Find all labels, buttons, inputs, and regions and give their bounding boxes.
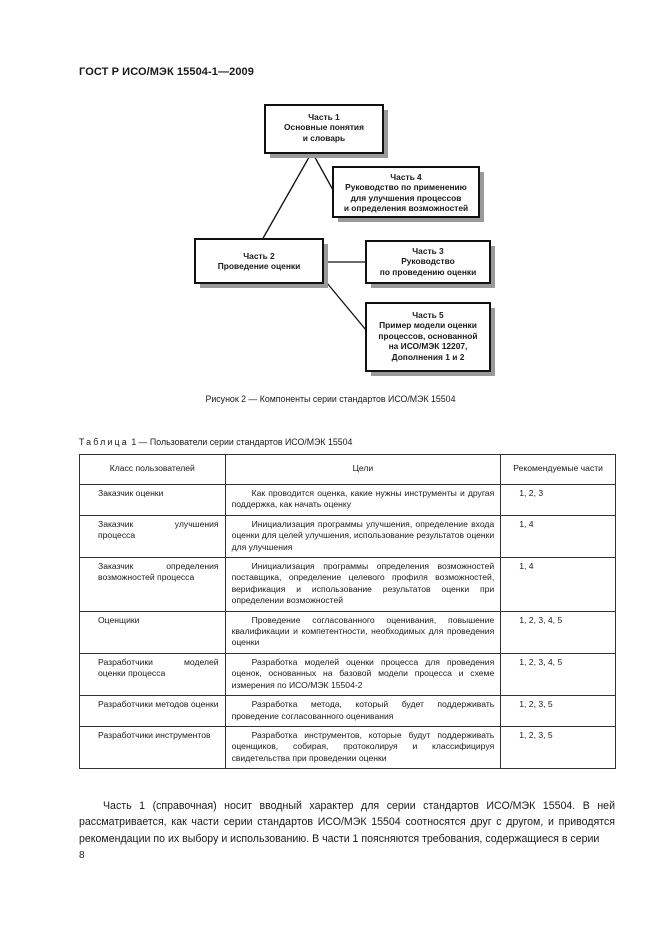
- cell-user: Разработчики моделей оценки процесса: [80, 653, 226, 695]
- table-row: [80, 515, 616, 557]
- header-goals: Цели: [225, 455, 501, 485]
- cell-goal: Разработка метода, который будет поддерживать проведение согласованного оценивания: [225, 696, 501, 727]
- cell-goal: Проведение согласованного оценивания, повышение квалификации и компетентности, необходимых для проведения оценки: [225, 611, 501, 653]
- figure-diagram: [0, 0, 661, 392]
- cell-goal: Инициализация программы улучшения, определение входа оценки для целей улучшения, использование результатов оценки для улучшения: [225, 515, 501, 557]
- cell-parts: 1, 2, 3, 5: [501, 696, 616, 727]
- table-row: [80, 611, 616, 653]
- cell-user: Заказчик оценки: [80, 485, 226, 516]
- cell-goal: Разработка инструментов, которые будут поддерживать оценщиков, собирая, протоколируя и классифицируя свидетельства при проведении оценки: [225, 726, 501, 768]
- connector-part1-part2: [262, 152, 312, 240]
- table-row: [80, 558, 616, 612]
- table-caption-rest: 1 — Пользователи серии стандартов ИСО/МЭК 15504: [128, 437, 353, 447]
- header-recommended-parts: Рекомендуемые части: [501, 455, 616, 485]
- cell-parts: 1, 2, 3, 4, 5: [501, 653, 616, 695]
- box-part4-text: Часть 4 Руководство по применению для улучшения процессов и определения возможностей: [343, 172, 469, 214]
- cell-user: Заказчик определения возможностей процесса: [80, 558, 226, 612]
- users-table: [79, 454, 616, 769]
- cell-user: Заказчик улучшения процесса: [80, 515, 226, 557]
- box-part5-text: Часть 5 Пример модели оценки процессов, основанной на ИСО/МЭК 12207, Дополнения 1 и 2: [378, 310, 478, 362]
- connector-part2-part5: [322, 277, 366, 330]
- table-row: [80, 653, 616, 695]
- table-row: [80, 485, 616, 516]
- cell-parts: 1, 4: [501, 515, 616, 557]
- cell-user: Разработчики методов оценки: [80, 696, 226, 727]
- cell-parts: 1, 2, 3, 5: [501, 726, 616, 768]
- box-part3-text: Часть 3 Руководство по проведению оценки: [379, 246, 477, 277]
- header-user-class: Класс пользователей: [80, 455, 226, 485]
- document-header-title: ГОСТ Р ИСО/МЭК 15504-1—2009: [79, 66, 254, 78]
- cell-goal: Инициализация программы определения возможностей поставщика, определение целевого профиля возможностей, верификация и использование результатов оценки при определении возможностей: [225, 558, 501, 612]
- table-row: [80, 726, 616, 768]
- cell-parts: 1, 2, 3: [501, 485, 616, 516]
- cell-user: Разработчики инструментов: [80, 726, 226, 768]
- table-header-row: [80, 455, 616, 485]
- box-part2-text: Часть 2 Проведение оценки: [217, 251, 301, 272]
- cell-goal: Как проводится оценка, какие нужны инструменты и другая поддержка, как начать оценку: [225, 485, 501, 516]
- table-caption: [79, 437, 352, 447]
- figure-caption: Рисунок 2 — Компоненты серии стандартов ИСО/МЭК 15504: [205, 394, 456, 404]
- cell-user: Оценщики: [80, 611, 226, 653]
- body-paragraph: Часть 1 (справочная) носит вводный характер для серии стандартов ИСО/МЭК 15504. В ней рассматривается, как части серии стандартов ИСО/МЭК 15504 соотносятся друг с другом, и приводятся рекомендации по их выбору и использованию. В части 1 поясняются требования, содержащиеся в серии: [79, 800, 615, 845]
- cell-goal: Разработка моделей оценки процесса для проведения оценок, основанных на базовой модели процесса и схеме измерения по ИСО/МЭК 15504-2: [225, 653, 501, 695]
- page-number: 8: [79, 850, 85, 861]
- box-part1-text: Часть 1 Основные понятия и словарь: [284, 112, 364, 143]
- table-row: [80, 696, 616, 727]
- cell-parts: 1, 2, 3, 4, 5: [501, 611, 616, 653]
- table-caption-prefix: Таблица: [79, 437, 129, 447]
- cell-parts: 1, 4: [501, 558, 616, 612]
